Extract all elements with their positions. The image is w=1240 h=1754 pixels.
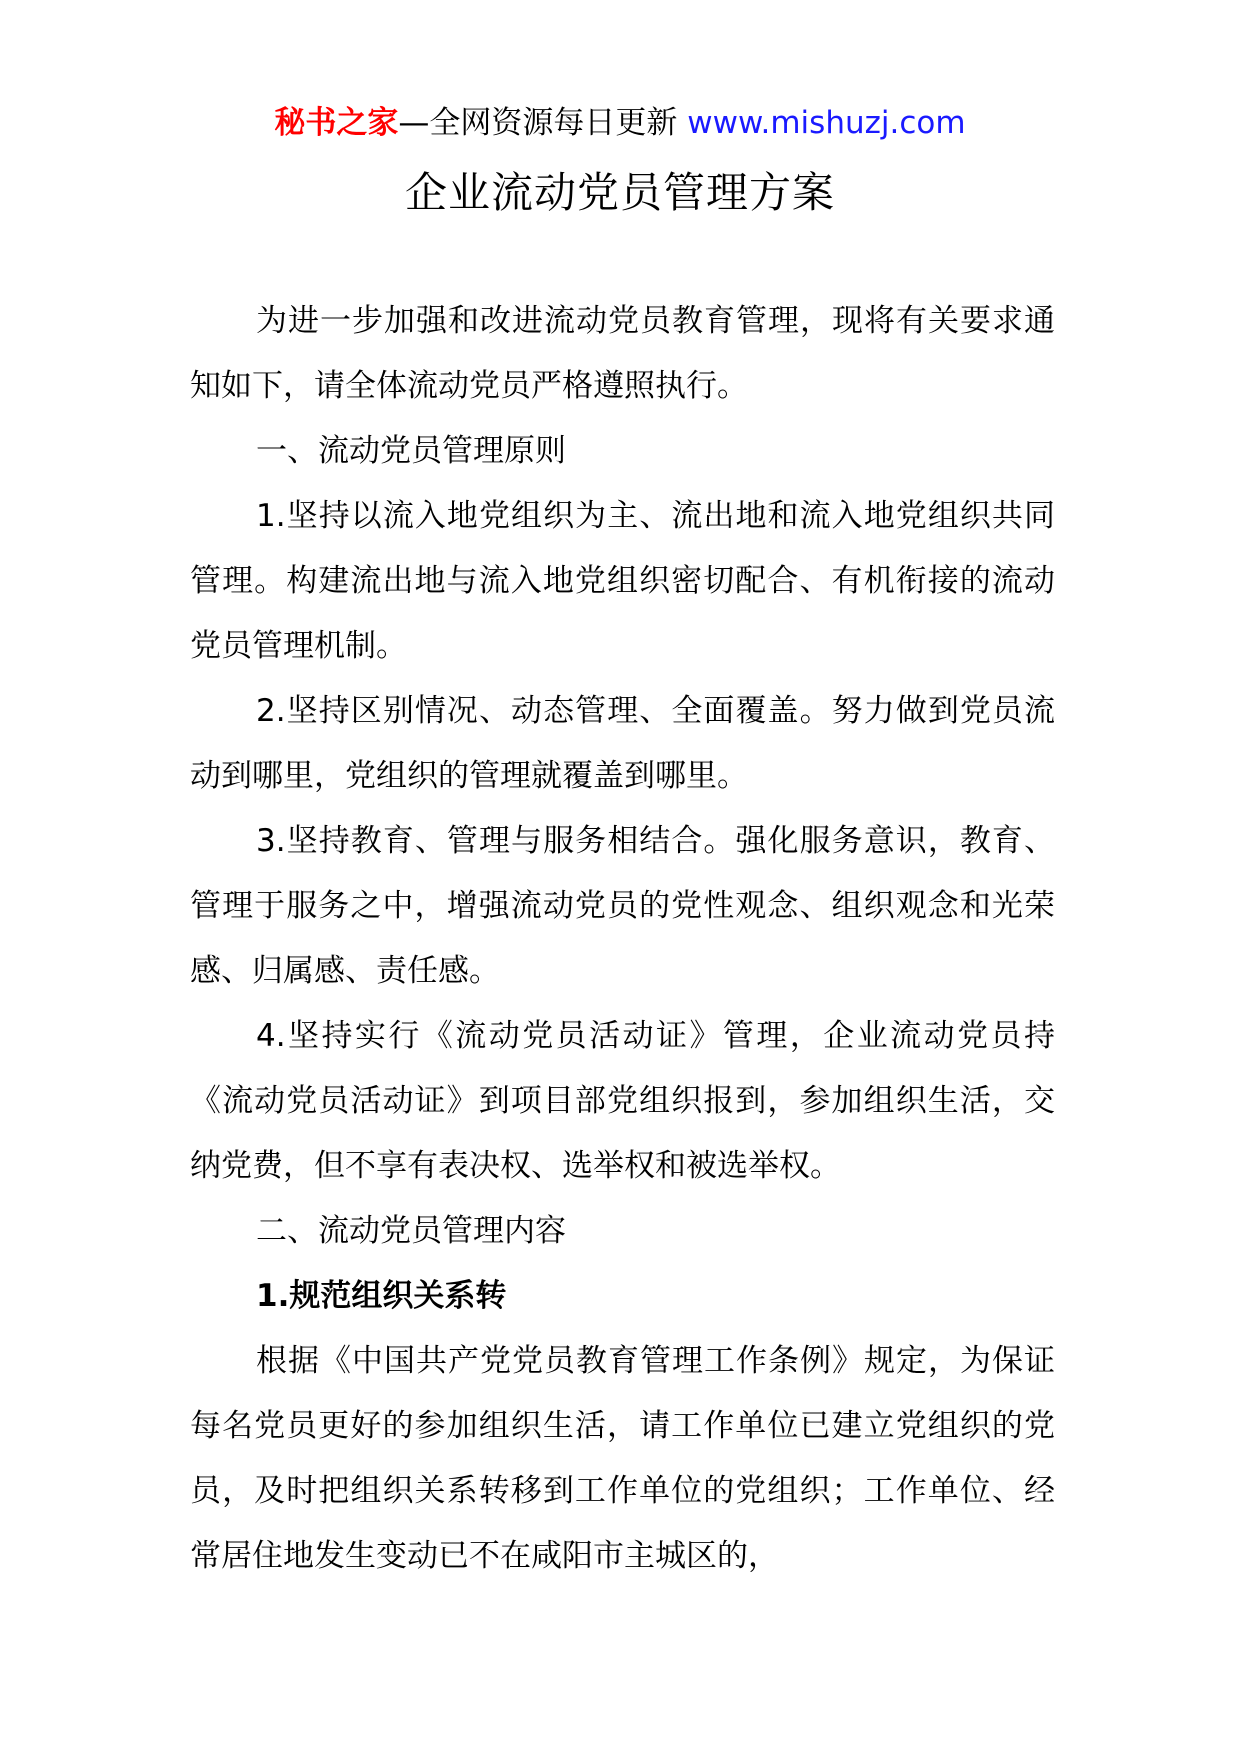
- site-header: [0, 100, 1240, 146]
- document-body: [190, 289, 1055, 1589]
- intro-paragraph: 为进一步加强和改进流动党员教育管理，现将有关要求通知如下，请全体流动党员严格遵照执行。: [190, 303, 1055, 404]
- principle-item-2: 2.坚持区别情况、动态管理、全面覆盖。努力做到党员流动到哪里，党组织的管理就覆盖到哪里。: [190, 693, 1055, 794]
- site-url-link[interactable]: www.mishuzj.com: [687, 105, 966, 141]
- section-heading-principles: 一、流动党员管理原则: [256, 433, 566, 469]
- subsection-heading-transfer: 1.规范组织关系转: [256, 1278, 507, 1314]
- site-tagline: —全网资源每日更新: [398, 105, 678, 141]
- principle-item-3: 3.坚持教育、管理与服务相结合。强化服务意识，教育、管理于服务之中，增强流动党员的党性观念、组织观念和光荣感、归属感、责任感。: [190, 823, 1055, 989]
- document-title: 企业流动党员管理方案: [404, 168, 835, 217]
- principle-item-4: 4.坚持实行《流动党员活动证》管理，企业流动党员持《流动党员活动证》到项目部党组织报到，参加组织生活，交纳党费，但不享有表决权、选举权和被选举权。: [190, 1018, 1055, 1184]
- section-heading-content: 二、流动党员管理内容: [256, 1213, 566, 1249]
- site-brand: 秘书之家: [274, 105, 399, 141]
- principle-item-1: 1.坚持以流入地党组织为主、流出地和流入地党组织共同管理。构建流出地与流入地党组织密切配合、有机衔接的流动党员管理机制。: [190, 498, 1055, 664]
- transfer-paragraph: 根据《中国共产党党员教育管理工作条例》规定，为保证每名党员更好的参加组织生活，请工作单位已建立党组织的党员，及时把组织关系转移到工作单位的党组织；工作单位、经常居住地发生变动已不在咸阳市主城区的，: [190, 1343, 1055, 1574]
